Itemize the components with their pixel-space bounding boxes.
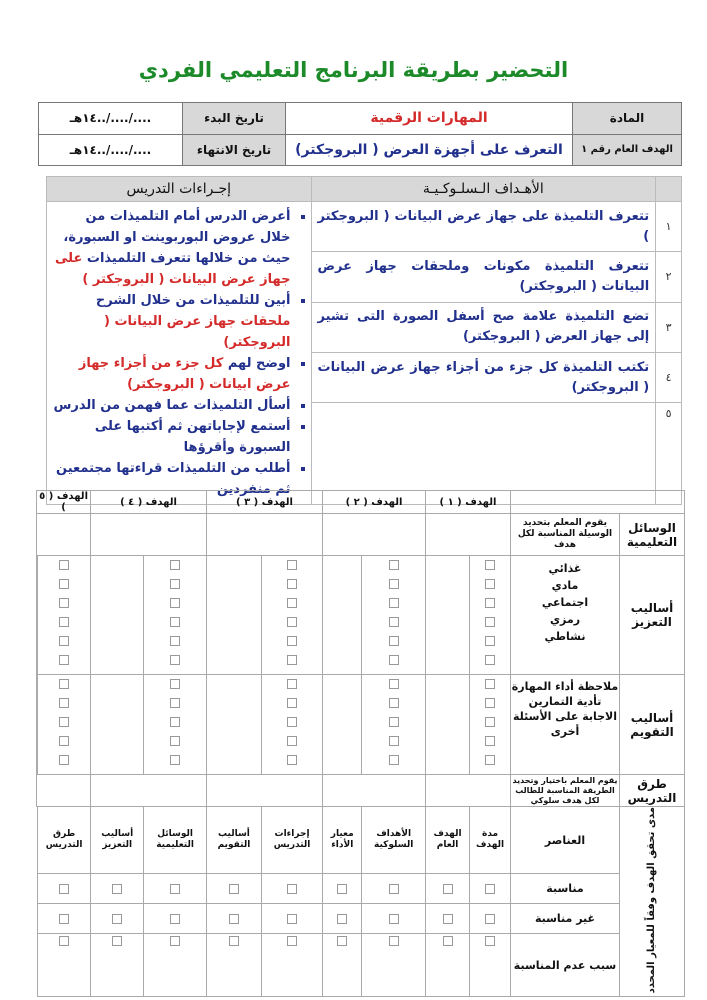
criteria-header: طرق التدريس [38,807,91,874]
procedure-item: ▪ أستمع لإجاباتهن ثم أكتبها على السبورة وأقرؤها [53,416,291,458]
checkbox-column[interactable] [262,556,323,675]
checkbox-column[interactable] [262,675,323,775]
checkbox[interactable] [229,914,239,924]
reason-label: سبب عدم المناسبة [511,933,620,997]
checkbox[interactable] [59,884,69,894]
criteria-header: إجراءات التدريس [262,807,323,874]
checkbox[interactable] [389,884,399,894]
evaluation-grid [36,490,685,997]
goal-header: الهدف ( ٢ ) [323,491,426,514]
criteria-header: مدة الهدف [470,807,511,874]
methods-label: طرق التدريس [620,775,685,807]
checkbox[interactable] [170,936,180,946]
methods-desc: يقوم المعلم باختيار وتحديد الطريقة المناسبة للطالب لكل هدف سلوكي [512,775,618,805]
procedure-item: ▪ أبين للتلميذات من خلال الشرح ملحقات جهاز عرض البيانات ( البروجكتر) [53,290,291,353]
general-goal-label: الهدف العام رقم ١ [573,134,682,166]
objective-number: ١ [656,202,682,252]
goal-header: الهدف ( ٤ ) [91,491,207,514]
checkbox[interactable] [112,914,122,924]
objective-number: ٣ [656,302,682,352]
checkbox-column[interactable] [38,556,91,675]
checkbox[interactable] [337,884,347,894]
checkbox[interactable] [59,936,69,946]
procedure-item: ▪ أعرض الدرس أمام التلميذات من خلال عروض البوربوينت او السبورة، حيث من خلالها تتعرف التلميذات على جهاز عرض البيانات ( البروجكتر ) [53,206,291,290]
criteria-header: الهدف العام [425,807,469,874]
means-label: الوسائل التعليمية [620,514,685,556]
end-date-value: ..../..../..١٤هـ [39,134,183,166]
criteria-header: معيار الأداء [323,807,362,874]
start-date-label: تاريخ البدء [183,103,286,135]
checkbox-column[interactable] [38,675,91,775]
checkbox-column[interactable] [362,675,426,775]
procedure-item: ▪ أسأل التلميذات عما فهمن من الدرس [53,395,291,416]
criteria-header: أساليب التعزيز [91,807,144,874]
subject-value: المهارات الرقمية [286,103,573,135]
end-date-label: تاريخ الانتهاء [183,134,286,166]
procedures-header: إجـراءات التدريس [47,177,312,202]
checkbox[interactable] [389,936,399,946]
checkbox[interactable] [485,884,495,894]
checkbox-column[interactable] [470,675,511,775]
eval-vertical-label: مدى تحقق الهدف وفقاً للمعيار المحدد [620,807,685,997]
objective-number: ٥ [656,403,682,505]
criteria-header: أساليب التقويم [206,807,261,874]
checkbox[interactable] [443,884,453,894]
checkbox[interactable] [443,936,453,946]
checkbox[interactable] [485,914,495,924]
info-table [38,102,682,166]
checkbox[interactable] [287,936,297,946]
start-date-value: ..../..../..١٤هـ [39,103,183,135]
checkbox[interactable] [170,884,180,894]
checkbox-column[interactable] [362,556,426,675]
checkbox-column[interactable] [144,675,207,775]
assess-list: ملاحظة أداء المهارة تأدية التمارين الاجابة على الأسئلة أخرى [511,675,620,775]
objective-number: ٢ [656,252,682,302]
objectives-header: الأهـداف الـسلـوكـيـة [311,177,656,202]
suitable-label: مناسبة [511,874,620,904]
elements-label: العناصر [511,807,620,874]
checkbox-column[interactable] [144,556,207,675]
objectives-table [46,176,682,505]
checkbox[interactable] [112,884,122,894]
checkbox[interactable] [443,914,453,924]
checkbox[interactable] [337,936,347,946]
unsuitable-label: غير مناسبة [511,904,620,934]
checkbox[interactable] [485,936,495,946]
goal-header: الهدف ( ٣ ) [206,491,322,514]
objective-text: تتعرف التلميذة مكونات وملحقات جهاز عرض البيانات ( البروجكتر) [311,252,656,302]
procedure-item: ▪ اوضح لهم كل جزء من أجزاء جهاز عرض ابيانات ( البروجكتر) [53,353,291,395]
goal-header: الهدف ( ١ ) [425,491,510,514]
goal-header: الهدف ( ٥ ) [37,491,91,514]
assess-label: أساليب التقويم [620,675,685,775]
checkbox[interactable] [337,914,347,924]
checkbox[interactable] [229,884,239,894]
checkbox[interactable] [389,914,399,924]
checkbox[interactable] [287,914,297,924]
procedure-item: ▪ أطلب من التلميذات قراءتها مجتمعين ثم منفردين [53,458,291,500]
reinforce-list: غذائي مادي اجتماعي رمزي نشاطي [511,556,620,675]
checkbox[interactable] [59,914,69,924]
means-desc: يقوم المعلم بتحديد الوسيلة المناسبة لكل هدف [511,514,620,556]
criteria-header: الأهداف السلوكية [362,807,426,874]
objective-number: ٤ [656,352,682,402]
checkbox[interactable] [170,914,180,924]
objective-text: تكتب التلميذة كل جزء من أجزاء جهاز عرض البيانات ( البروجكتر) [311,352,656,402]
checkbox[interactable] [112,936,122,946]
objective-text: تتعرف التلميذة على جهاز عرض البيانات ( البروجكتر ) [311,202,656,252]
checkbox[interactable] [229,936,239,946]
criteria-header: الوسائل التعليمية [144,807,207,874]
procedures-list [47,202,312,505]
checkbox[interactable] [287,884,297,894]
subject-label: المادة [573,103,682,135]
page-title: التحضير بطريقة البرنامج التعليمي الفردي [138,58,569,82]
reinforce-label: أساليب التعزيز [620,556,685,675]
general-goal-value: التعرف على أجهزة العرض ( البروجكتر) [286,134,573,166]
objective-text: تضع التلميذة علامة صح أسفل الصورة التى تشير إلى جهاز العرض ( البروجكتر) [311,302,656,352]
checkbox-column[interactable] [470,556,511,675]
